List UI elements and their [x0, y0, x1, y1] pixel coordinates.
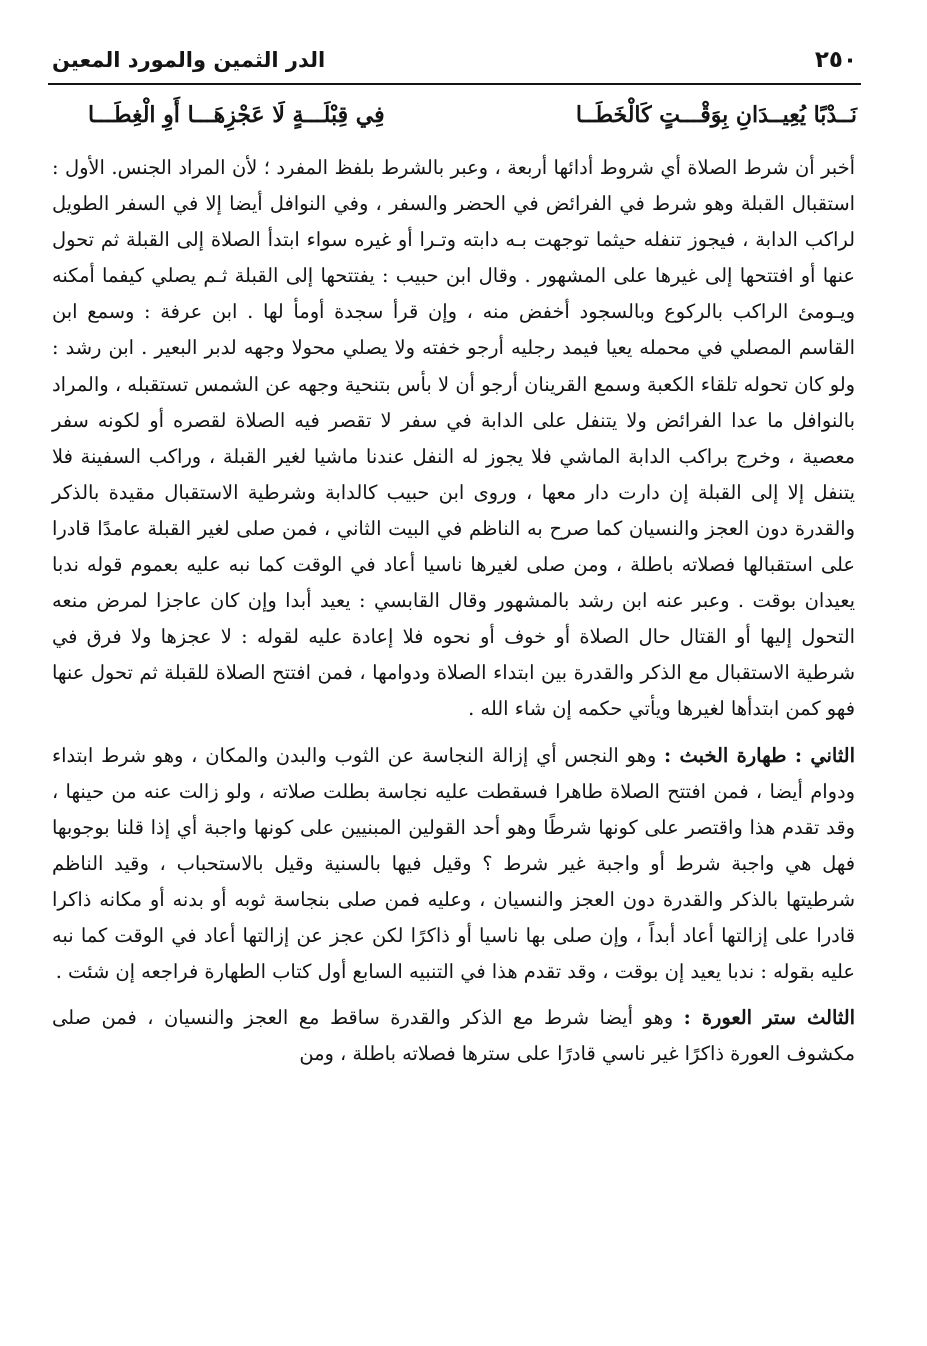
paragraph — [52, 150, 855, 728]
paragraph-text: أخبر أن شرط الصلاة أي شروط أدائها أربعة ، وعبر بالشرط بلفظ المفرد ؛ لأن المراد الجنس. الأول : استقبال القبلة وهو شرط في الفرائض في الحضر والسفر ، وفي النوافل أيضا إلا في السفر الطويل لراكب الدابة ، فيجوز تنفله حيثما توجهت بـه دابته وتـرا أو غيره سواء ابتدأ الصلاة إلى القبلة ثم تحول عنها أو افتتحها إلى غيرها على المشهور . وقال ابن حبيب : يفتتحها إلى القبلة ثـم يصلي كيفما أمكنه ويـومئ الراكب بالركوع وبالسجود أخفض منه ، وإن قرأ سجدة أومأ لها . ابن عرفة : وسمع ابن القاسم المصلي في محمله يعيا فيمد رجليه أرجو خفته ولا يصلي محولا وجهه لدبر البعير . ابن رشد : ولو كان تحوله تلقاء الكعبة وسمع القرينان أرجو أن لا بأس بتنحية وجهه عن الشمس تستقبله ، والمراد بالنوافل ما عدا الفرائض ولا يتنفل على الدابة في سفر لا تقصر فيه الصلاة لقصره أو لكونه سفر معصية ، وخرج براكب الدابة الماشي فلا يجوز له النفل عندنا ماشيا لغير القبلة ، وراكب السفينة فلا يتنفل إلا إلى القبلة إن دارت دار معها ، وروى ابن حبيب كالدابة وشرطية الاستقبال مقيدة بالذكر والقدرة دون العجز والنسيان كما صرح به الناظم في البيت الثاني ، فمن صلى لغير القبلة عامدًا قادرا على استقبالها فصلاته باطلة ، ومن صلى لغيرها ناسيا أعاد في الوقت كما نبه عليه بعموم قوله ندبا يعيدان بوقت . وعبر عنه ابن رشد بالمشهور وقال القابسي : يعيد أبدا وإن كان عاجزا لمرض منعه التحول إليها أو القتال حال الصلاة أو خوف أو نحوه فلا إعادة عليه لقوله : لا عجزها ولا فرق في شرطية الاستقبال مع الذكر والقدرة بين ابتداء الصلاة ودوامها ، فمن افتتح الصلاة للقبلة ثم تحول عنها فهو كمن ابتدأها لغيرها ويأتي حكمه إن شاء الله . — [52, 156, 855, 721]
paragraph-lead: الثالث ستر العورة : — [683, 1006, 855, 1030]
paragraph-text: وهو النجس أي إزالة النجاسة عن الثوب والبدن والمكان ، وهو شرط ابتداء ودوام أيضا ، فمن افتتح الصلاة طاهرا فسقطت عليه نجاسة بطلت صلاته ، ولو زالت عنه من حينها ، وقد تقدم هذا واقتصر على كونها شرطًا وهو أحد القولين المبنيين على كونها واجبة أي إذا قلنا بوجوبها فهل هي واجبة شرط أو واجبة غير شرط ؟ وقيل فيها بالسنية وقيل بالاستحباب ، وقيد الناظم شرطيتها بالذكر والقدرة دون العجز والنسيان ، وعليه فمن صلى بنجاسة ثوبه أو بدنه أو مكانه ذاكرا قادرا على إزالتها أعاد أبداً ، وإن صلى بها ناسيا أو ذاكرًا لكن عجز عن إزالتها أعاد في الوقت كما نبه عليه بقوله : ندبا يعيد إن بوقت ، وقد تقدم هذا في التنبيه السابع أول كتاب الطهارة فراجعه إن شئت . — [52, 743, 855, 984]
paragraph — [52, 1000, 855, 1072]
verse-line — [88, 92, 857, 138]
paragraph — [52, 738, 855, 991]
paragraph-lead: الثاني : طهارة الخبث : — [664, 743, 855, 767]
verse-left-hemistich: فِي قِبْلَـــةٍ لَا عَجْزِهَـــا أَوِ الْغِطَـــا — [88, 102, 385, 128]
page-number: ٢٥٠ — [814, 47, 857, 73]
running-title: الدر الثمين والمورد المعين — [52, 48, 326, 72]
paragraph-text: وهو أيضا شرط مع الذكر والقدرة ساقط مع العجز والنسيان ، فمن صلى مكشوف العورة ذاكرًا غير ناسي قادرًا على سترها فصلاته باطلة ، ومن — [52, 1006, 855, 1066]
commentary-text — [52, 150, 855, 1072]
page-header — [52, 40, 857, 80]
header-divider — [48, 83, 861, 85]
verse-right-hemistich: نَــدْبًا يُعِيــدَانِ بِوَقْـــتٍ كَالْخَطَــا — [575, 102, 857, 128]
